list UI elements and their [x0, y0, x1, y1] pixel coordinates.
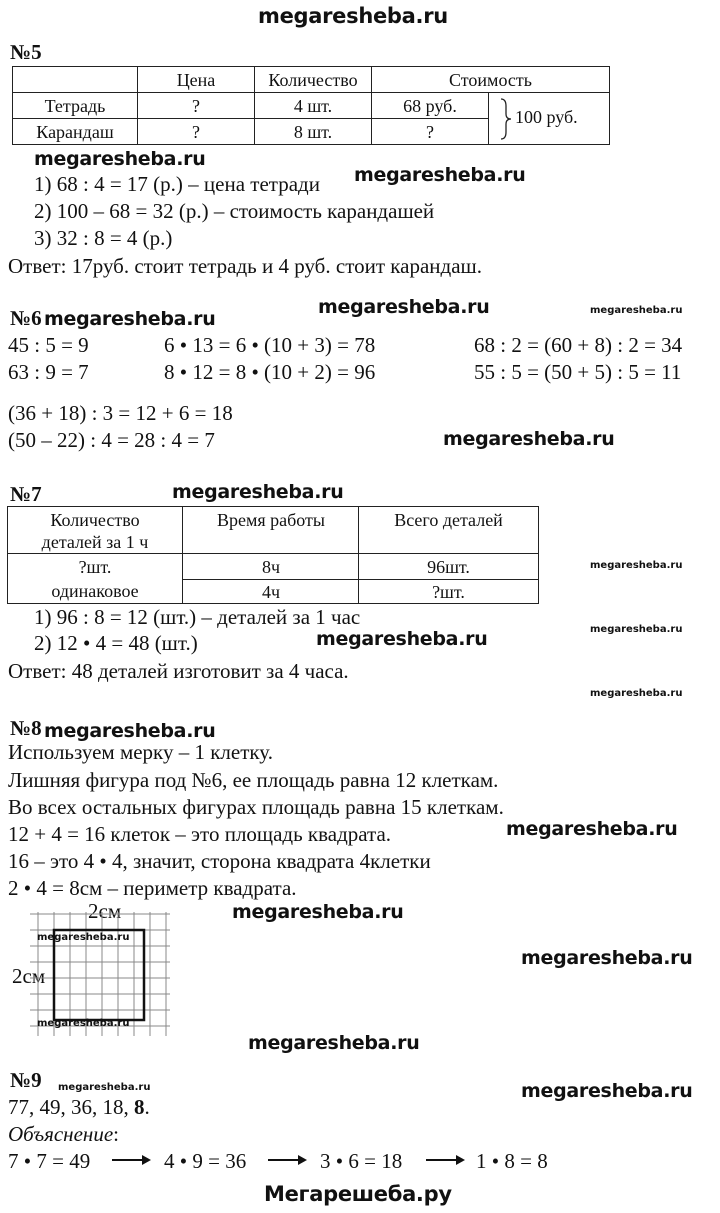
task7-title: №7 — [10, 482, 42, 506]
arrow-right-icon — [426, 1153, 466, 1167]
task6-col2-row1: 6 • 13 = 6 • (10 + 3) = 78 — [164, 333, 376, 357]
divider — [182, 579, 538, 580]
task6-extra-2: (50 – 22) : 4 = 28 : 4 = 7 — [8, 428, 215, 452]
table-header: Количество — [50, 510, 140, 530]
arrow-right-icon — [112, 1153, 152, 1167]
task5-answer: Ответ: 17руб. стоит тетрадь и 4 руб. стоит карандаш. — [8, 254, 482, 278]
task9-title: №9 — [10, 1068, 42, 1092]
table-header: деталей за 1 ч — [41, 532, 149, 552]
total-value: 100 руб. — [515, 107, 578, 127]
task8-line-1: Используем мерку – 1 клетку. — [8, 740, 273, 764]
watermark: megaresheba.ru — [232, 901, 404, 923]
sequence-answer: 8 — [134, 1095, 145, 1119]
task5-line-1: 1) 68 : 4 = 17 (р.) – цена тетради — [34, 172, 320, 196]
total-cell — [489, 93, 610, 145]
task9-explanation-label: Объяснение: — [8, 1122, 120, 1146]
task6-col3-row2: 55 : 5 = (50 + 5) : 5 = 11 — [474, 360, 682, 384]
table-cell: 4ч — [261, 582, 281, 602]
task8-line-5: 16 – это 4 • 4, значит, сторона квадрата 4клетки — [8, 849, 431, 873]
header-site: megaresheba.ru — [258, 4, 448, 28]
task8-title: №8 — [10, 716, 42, 740]
watermark-small: megaresheba.ru — [37, 932, 130, 943]
watermark: megaresheba.ru — [44, 308, 216, 330]
table-cell: ? — [372, 119, 489, 145]
watermark: megaresheba.ru — [316, 628, 488, 650]
table-header: Время работы — [216, 510, 326, 530]
table-cell: 96шт. — [427, 557, 470, 577]
table-row — [13, 67, 610, 93]
watermark: megaresheba.ru — [506, 818, 678, 840]
watermark-small: megaresheba.ru — [37, 1018, 130, 1029]
task5-line-3: 3) 32 : 8 = 4 (р.) — [34, 226, 173, 250]
table-cell: ?шт. — [432, 582, 465, 602]
task6-title: №6 — [10, 306, 42, 330]
table-cell: Карандаш — [13, 119, 138, 145]
table-cell: 8 шт. — [255, 119, 372, 145]
divider — [8, 553, 538, 554]
watermark: megaresheba.ru — [354, 164, 526, 186]
table-header: Всего деталей — [394, 510, 503, 530]
table-cell: Тетрадь — [13, 93, 138, 119]
task5-line-2: 2) 100 – 68 = 32 (р.) – стоимость карандашей — [34, 199, 435, 223]
task5-table — [12, 66, 610, 145]
table-header: Количество — [255, 67, 372, 93]
table-cell: 4 шт. — [255, 93, 372, 119]
table-cell: 68 руб. — [372, 93, 489, 119]
brace-icon — [499, 98, 513, 140]
task7-line-2: 2) 12 • 4 = 48 (шт.) — [34, 631, 198, 655]
task6-col3-row1: 68 : 2 = (60 + 8) : 2 = 34 — [474, 333, 683, 357]
task8-line-4: 12 + 4 = 16 клеток – это площадь квадрата. — [8, 822, 392, 846]
task6-extra-1: (36 + 18) : 3 = 12 + 6 = 18 — [8, 401, 233, 425]
task7-table — [7, 506, 539, 604]
watermark-small: megaresheba.ru — [590, 688, 683, 699]
watermark: megaresheba.ru — [172, 481, 344, 503]
task8-line-3: Во всех остальных фигурах площадь равна 15 клеткам. — [8, 795, 504, 819]
table-header: Стоимость — [372, 67, 610, 93]
task8-line-2: Лишняя фигура под №6, ее площадь равна 12 клеткам. — [8, 768, 499, 792]
watermark-small: megaresheba.ru — [58, 1082, 151, 1093]
watermark: megaresheba.ru — [521, 947, 693, 969]
figure-top-label: 2см — [88, 899, 122, 923]
table-cell: ?шт. — [78, 557, 112, 577]
table-header: Цена — [138, 67, 255, 93]
task9-step-2: 4 • 9 = 36 — [164, 1149, 247, 1173]
footer-site: Мегарешеба.ру — [264, 1182, 452, 1206]
watermark: megaresheba.ru — [44, 720, 216, 742]
table-cell: ? — [138, 93, 255, 119]
task5-title: №5 — [10, 40, 42, 64]
task6-col2-row2: 8 • 12 = 8 • (10 + 2) = 96 — [164, 360, 376, 384]
figure-side-label: 2см — [12, 964, 46, 988]
watermark: megaresheba.ru — [34, 148, 206, 170]
table-cell: ? — [138, 119, 255, 145]
table-row — [13, 93, 610, 119]
task7-answer: Ответ: 48 деталей изготовит за 4 часа. — [8, 659, 349, 683]
table-cell: одинаковое — [51, 581, 139, 601]
watermark: megaresheba.ru — [443, 428, 615, 450]
task7-line-1: 1) 96 : 8 = 12 (шт.) – деталей за 1 час — [34, 605, 361, 629]
square-shape — [54, 930, 144, 1020]
task8-line-6: 2 • 4 = 8см – периметр квадрата. — [8, 876, 297, 900]
table-cell: 8ч — [261, 557, 281, 577]
watermark: megaresheba.ru — [521, 1080, 693, 1102]
task9-step-4: 1 • 8 = 8 — [476, 1149, 548, 1173]
watermark: megaresheba.ru — [248, 1032, 420, 1054]
task6-col1-row1: 45 : 5 = 9 — [8, 333, 89, 357]
watermark: megaresheba.ru — [318, 296, 490, 318]
task6-col1-row2: 63 : 9 = 7 — [8, 360, 89, 384]
task9-step-1: 7 • 7 = 49 — [8, 1149, 91, 1173]
watermark-small: megaresheba.ru — [590, 624, 683, 635]
watermark-small: megaresheba.ru — [590, 560, 683, 571]
watermark-small: megaresheba.ru — [590, 305, 683, 316]
arrow-right-icon — [268, 1153, 308, 1167]
task9-sequence: 77, 49, 36, 18, 8. — [8, 1095, 150, 1119]
task9-step-3: 3 • 6 = 18 — [320, 1149, 403, 1173]
